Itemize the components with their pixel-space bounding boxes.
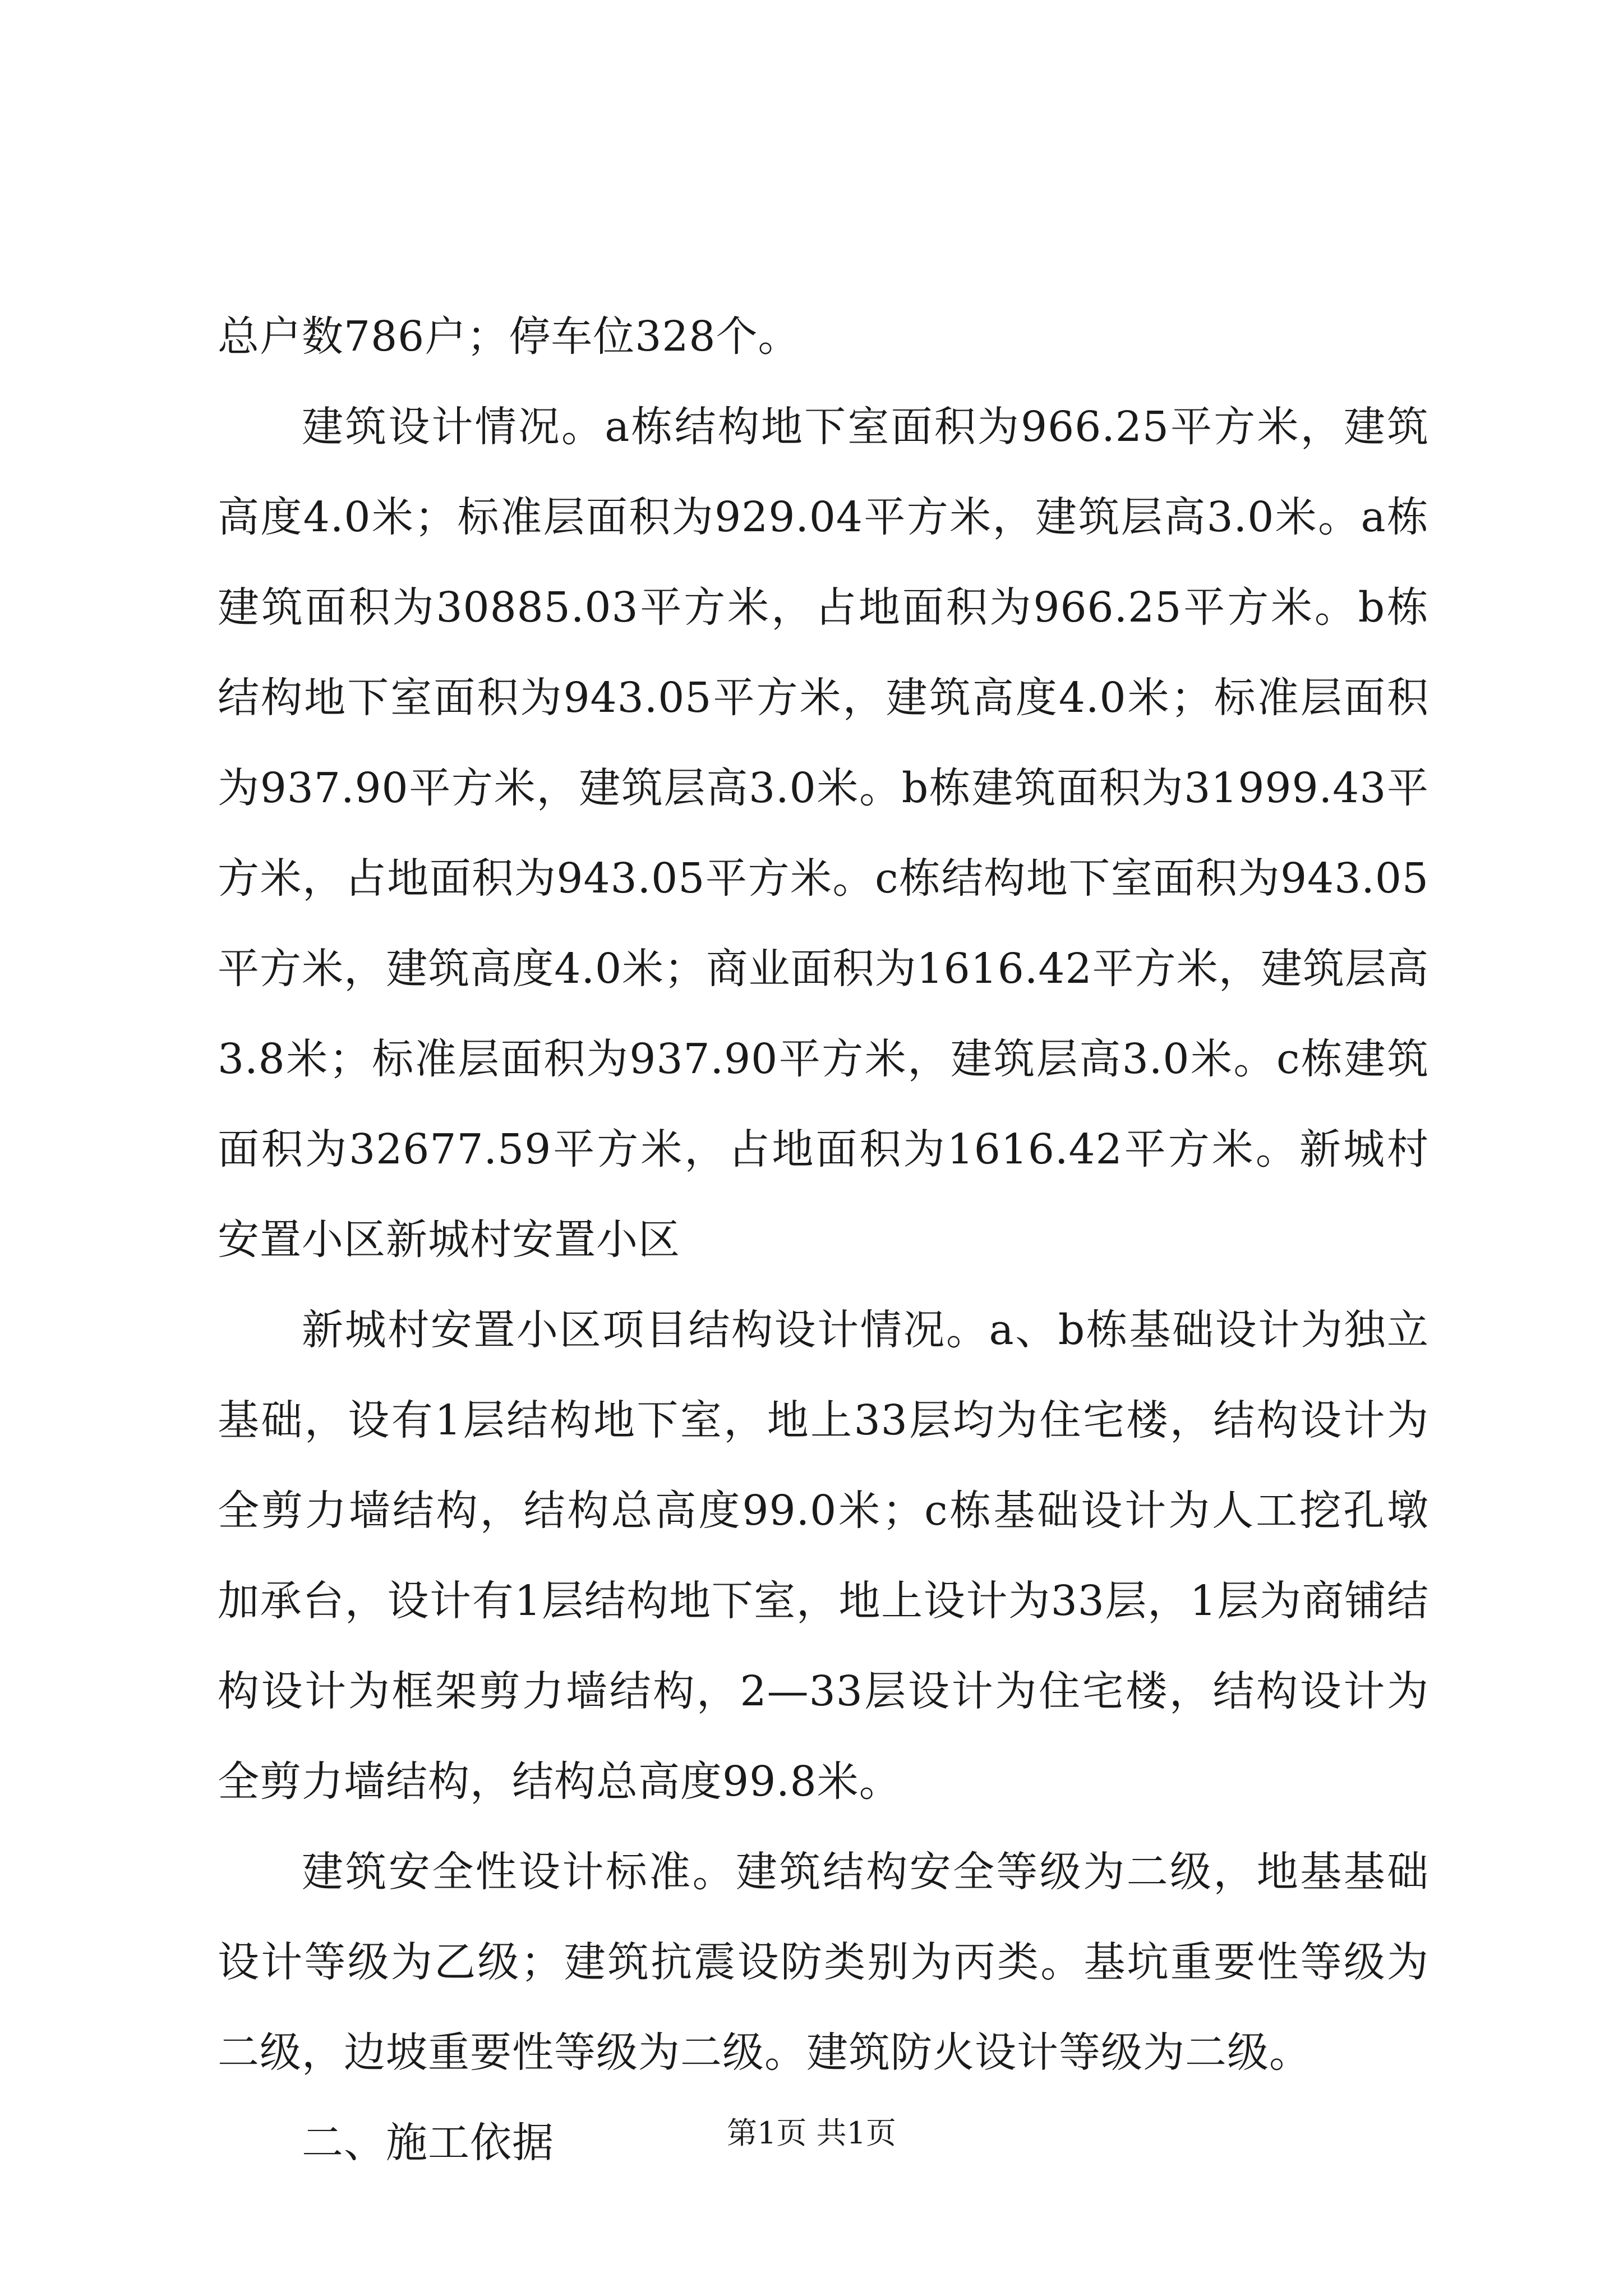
document-body (218, 292, 1429, 2188)
section-heading-construction-basis: 二、施工依据 (302, 2119, 554, 2167)
paragraph-households: 总户数786户；停车位328个。 (218, 312, 800, 361)
paragraph-safety-standards: 建筑安全性设计标准。建筑结构安全等级为二级，地基基础设计等级为乙级；建筑抗震设防类别为丙类。基坑重要性等级为二级，边坡重要性等级为二级。建筑防火设计等级为二级。 (218, 1848, 1429, 2077)
paragraph-structural-design: 新城村安置小区项目结构设计情况。a、b栋基础设计为独立基础，设有1层结构地下室，地上33层均为住宅楼，结构设计为全剪力墙结构，结构总高度99.0米；c栋基础设计为人工挖孔墩加承台，设计有1层结构地下室，地上设计为33层，1层为商铺结构设计为框架剪力墙结构，2—33层设计为住宅楼，结构设计为全剪力墙结构，结构总高度99.8米。 (218, 1306, 1429, 1806)
paragraph-architectural-design: 建筑设计情况。a栋结构地下室面积为966.25平方米，建筑高度4.0米；标准层面积为929.04平方米，建筑层高3.0米。a栋建筑面积为30885.03平方米，占地面积为966.25平方米。b栋结构地下室面积为943.05平方米，建筑高度4.0米；标准层面积为937.90平方米，建筑层高3.0米。b栋建筑面积为31999.43平方米，占地面积为943.05平方米。c栋结构地下室面积为943.05平方米，建筑高度4.0米；商业面积为1616.42平方米，建筑层高3.8米；标准层面积为937.90平方米，建筑层高3.0米。c栋建筑面积为32677.59平方米，占地面积为1616.42平方米。新城村安置小区新城村安置小区 (218, 403, 1429, 1264)
page-footer: 第1页 共1页 (727, 2115, 896, 2151)
